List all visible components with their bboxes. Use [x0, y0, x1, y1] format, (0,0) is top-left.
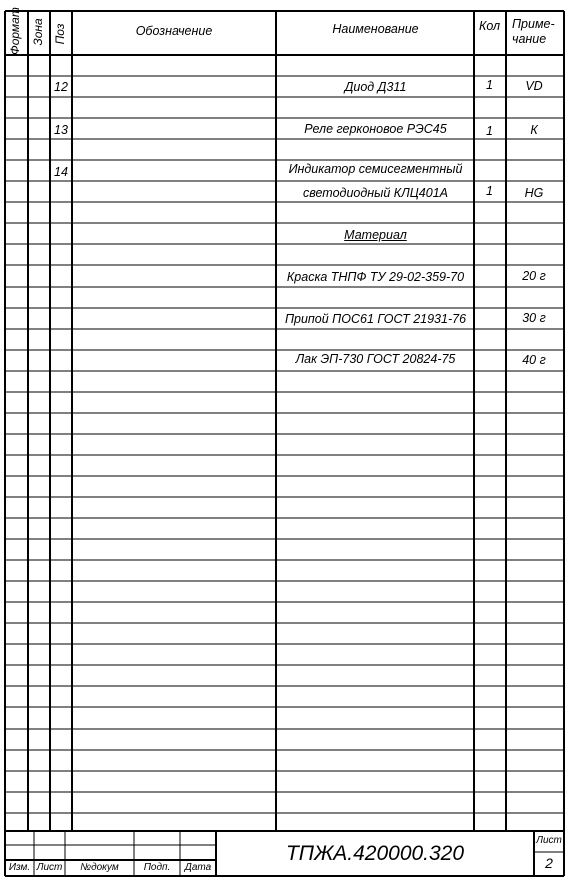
- material-name: Краска ТНПФ ТУ 29-02-359-70: [286, 270, 465, 284]
- row-pos: 14: [54, 165, 68, 179]
- row-name-line1: Индикатор семисегментный: [288, 162, 463, 176]
- row-qty: 1: [486, 78, 493, 92]
- material-amount: 30 г: [522, 311, 546, 325]
- row-name: Реле герконовое РЭС45: [304, 122, 447, 136]
- title-list-label: Лист: [36, 862, 63, 873]
- row-pos: 13: [54, 123, 68, 137]
- row-pos: 12: [54, 80, 68, 94]
- col-header-pos: Поз: [53, 23, 67, 45]
- material-name: Припой ПОС61 ГОСТ 21931-76: [284, 312, 467, 326]
- title-izm-label: Изм.: [8, 862, 31, 873]
- title-ndokum-label: №докум: [80, 862, 119, 873]
- col-header-note-line2: чание: [512, 32, 547, 46]
- material-amount: 20 г: [522, 269, 546, 283]
- title-podp-label: Подп.: [143, 862, 171, 873]
- row-note: HG: [524, 186, 544, 200]
- sheet-number: 2: [545, 855, 553, 871]
- sheet-label: Лист: [536, 835, 562, 846]
- material-amount: 40 г: [522, 353, 546, 367]
- row-note: VD: [525, 79, 543, 93]
- col-header-qty: Кол: [478, 19, 501, 33]
- col-header-format: Формат: [8, 7, 22, 55]
- material-name: Лак ЭП-730 ГОСТ 20824-75: [295, 352, 456, 366]
- row-qty: 1: [486, 124, 493, 138]
- col-header-name: Наименование: [332, 22, 419, 36]
- row-note: К: [530, 123, 538, 137]
- section-heading-materials: Материал: [344, 228, 407, 242]
- document-code: ТПЖА.420000.320: [285, 842, 465, 865]
- col-header-note-line1: Приме-: [512, 17, 555, 31]
- col-header-zone: Зона: [31, 18, 45, 46]
- row-name-line2: светодиодный КЛЦ401А: [303, 186, 448, 200]
- row-name: Диод Д311: [344, 80, 407, 94]
- col-header-designation: Обозначение: [135, 24, 213, 38]
- title-data-label: Дата: [184, 862, 212, 873]
- row-qty: 1: [486, 184, 493, 198]
